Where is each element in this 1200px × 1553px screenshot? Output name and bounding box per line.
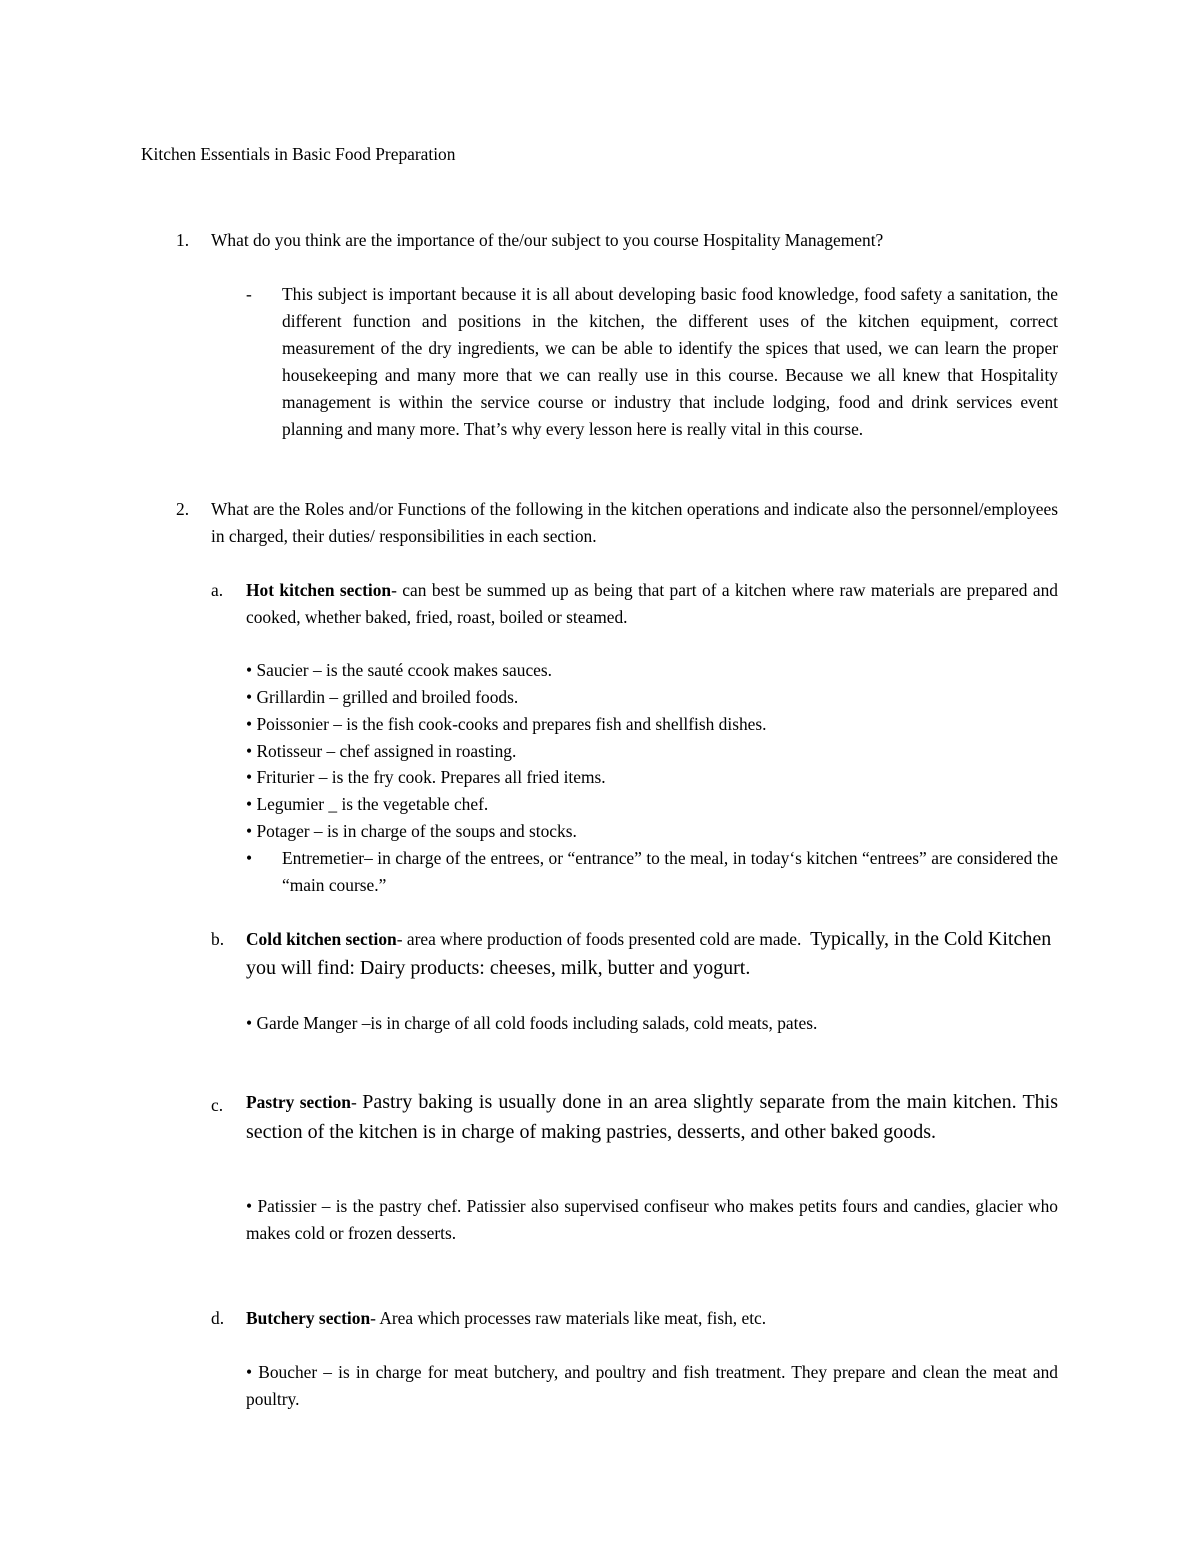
q2-question: What are the Roles and/or Functions of the following in the kitchen operations and indicate also the personnel/employees in charged, their duties/ responsibilities in each section. — [211, 499, 1058, 546]
section-a-heading: Hot kitchen section — [246, 580, 392, 600]
section-a-letter: a. — [211, 580, 224, 600]
section-d-heading: Butchery section — [246, 1308, 371, 1328]
section-c-heading: Pastry section — [246, 1092, 351, 1112]
bullet-icon: • — [246, 1013, 253, 1033]
section-b-desc: - area where production of foods presented cold are made. — [396, 929, 802, 949]
section-c-desc-large: Pastry baking is usually done in an area slightly separate from the main kitchen. This section of the kitchen is in charge of making pastries, desserts, and other baked goods. — [246, 1091, 1059, 1143]
q1-dash: - — [246, 284, 252, 304]
list-item: • Garde Manger –is in charge of all cold foods including salads, cold meats, pates. — [246, 1013, 818, 1033]
section-b-letter: b. — [211, 929, 225, 949]
list-item: • Poissonier – is the fish cook-cooks and prepares fish and shellfish dishes. — [246, 714, 767, 734]
q1-answer: This subject is important because it is all about developing basic food knowledge, food safety a sanitation, the different function and positions in the kitchen, the different uses of the kitchen equipment, correct measurement of the dry ingredients, we can be able to identify the spices that used, we can learn the proper housekeeping and many more that we can really use in this course. Because we all knew that Hospitality management is within the service course or industry that include lodging, food and drink services event planning and many more. That’s why every lesson here is really vital in this course. — [282, 284, 1058, 439]
bullet-icon: • — [246, 660, 253, 680]
section-b-heading: Cold kitchen section — [246, 929, 397, 949]
bullet-icon: • — [246, 741, 253, 761]
section-d-paragraph — [246, 1305, 1058, 1332]
bullet-icon: • — [246, 794, 253, 814]
q1-number: 1. — [176, 230, 190, 250]
section-a-paragraph — [246, 577, 1058, 631]
list-item: • Potager – is in charge of the soups and stocks. — [246, 821, 577, 841]
section-d-desc: - Area which processes raw materials like meat, fish, etc. — [370, 1308, 767, 1328]
bullet-icon: • — [246, 821, 253, 841]
section-c-paragraph — [246, 1088, 1058, 1147]
list-item-entremetier: Entremetier– in charge of the entrees, or “entrance” to the meal, in today‘s kitchen “entrees” are considered the “main course.” — [282, 848, 1058, 895]
list-item: • Grillardin – grilled and broiled foods. — [246, 687, 519, 707]
q1-question: What do you think are the importance of the/our subject to you course Hospitality Management? — [211, 230, 884, 250]
bullet-icon: • — [246, 767, 253, 787]
section-a-desc: - can best be summed up as being that part of a kitchen where raw materials are prepared and cooked, whether baked, fried, roast, boiled or steamed. — [246, 580, 1059, 627]
list-item: • Patissier – is the pastry chef. Patissier also supervised confiseur who makes petits fours and candies, glacier who makes cold or frozen desserts. — [246, 1196, 1058, 1243]
bullet-icon: • — [246, 848, 253, 868]
section-c-dash: - — [350, 1092, 357, 1112]
section-d-letter: d. — [211, 1308, 225, 1328]
list-item: • Rotisseur – chef assigned in roasting. — [246, 741, 517, 761]
bullet-icon: • — [246, 1362, 253, 1382]
list-item: • Saucier – is the sauté ccook makes sauces. — [246, 660, 552, 680]
list-item: • Boucher – is in charge for meat butchery, and poultry and fish treatment. They prepare and clean the meat and poultry. — [246, 1362, 1058, 1409]
q2-number: 2. — [176, 499, 190, 519]
section-b-paragraph — [246, 925, 1064, 983]
bullet-icon: • — [246, 1196, 253, 1216]
document-title: Kitchen Essentials in Basic Food Preparation — [141, 144, 456, 164]
list-item: • Legumier _ is the vegetable chef. — [246, 794, 489, 814]
section-c-letter: c. — [211, 1095, 224, 1115]
bullet-icon: • — [246, 714, 253, 734]
bullet-icon: • — [246, 687, 253, 707]
section-b-desc-large: Typically, in the Cold Kitchen you will find: Dairy products: cheeses, milk, butter and yogurt. — [246, 928, 1052, 979]
list-item: • Friturier – is the fry cook. Prepares all fried items. — [246, 767, 606, 787]
